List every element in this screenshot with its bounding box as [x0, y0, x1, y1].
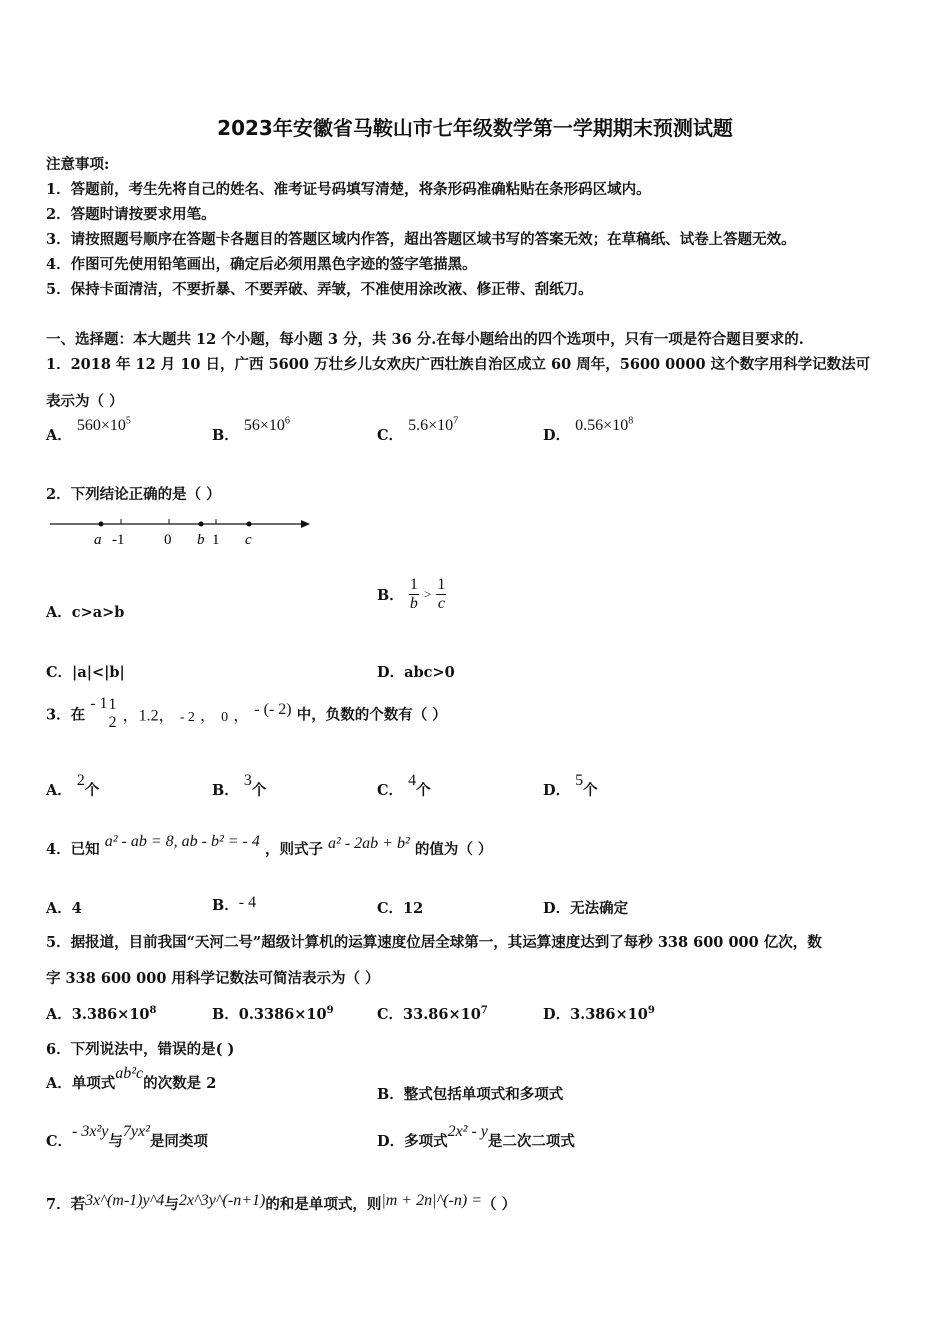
q5-option-d: D．$3.386\times 10^9$ [543, 1005, 655, 1023]
notice-item: 1．答题前，考生先将自己的姓名、准考证号码填写清楚，将条形码准确粘贴在条形码区域内。 [46, 181, 651, 198]
option-value: |a|<|b| [72, 664, 125, 681]
notice-item: 4．作图可先使用铅笔画出，确定后必须用黑色字迹的签字笔描黑。 [46, 256, 477, 273]
q3-option-a [46, 772, 100, 800]
greater-than: > [423, 586, 432, 602]
label-c: c [245, 532, 252, 548]
label-neg1: -1 [112, 532, 125, 548]
number-line-figure [46, 510, 316, 552]
q1-option-a [46, 415, 131, 445]
q3-prefix: 3．在 [46, 706, 86, 724]
option-label: A． [46, 782, 72, 799]
q3-suffix: 中，负数的个数有（ ） [296, 706, 447, 724]
q2-option-c [46, 661, 125, 682]
fraction-1-over-b: $\frac{1}{b}$ [409, 576, 418, 612]
q3-option-d [543, 772, 598, 800]
term-2x3-y: 2x^3y^(-n+1) [178, 1192, 266, 1209]
section-header: 一、选择题：本大题共 12 个小题，每小题 3 分，共 36 分.在每小题给出的四个选项中，只有一项是符合题目要求的. [46, 331, 804, 348]
q1-option-b [212, 415, 290, 445]
option-label: D． [543, 427, 571, 444]
unit: 个 [84, 782, 100, 799]
q3-option-c [377, 772, 431, 800]
option-value: 2 [76, 772, 85, 789]
sep: ， [199, 707, 216, 725]
sep: ，1.2， [122, 707, 175, 725]
num-zero: 0 [221, 710, 229, 725]
point-a [99, 522, 104, 527]
q5-option-a: A．$3.386\times 10^8$ [46, 1005, 157, 1023]
option-value: 4 [408, 772, 417, 789]
option-label: D． [543, 782, 571, 799]
abs-expression: |m + 2n|^(-n) = [381, 1192, 483, 1209]
option-label: C． [46, 664, 73, 681]
q2-option-d [377, 661, 455, 682]
q3-stem [46, 696, 447, 732]
q6-option-a: A．单项式ab²c的次数是 2 [46, 1065, 217, 1092]
option-label: B． [212, 782, 239, 799]
q2-stem: 2．下列结论正确的是（ ） [46, 486, 221, 503]
option-value: abc>0 [404, 664, 455, 681]
q1-option-d [543, 415, 634, 445]
polynomial-2x2-y: 2x² - y [447, 1123, 488, 1140]
option-label: B． [212, 427, 239, 444]
option-label: B． [377, 587, 404, 604]
notice-item: 3．请按照题号顺序在答题卡各题目的答题区域内作答，超出答题区域书写的答案无效；在草稿纸、试卷上答题无效。 [46, 231, 796, 248]
option-value: c>a>b [71, 604, 125, 621]
q2-option-a [46, 601, 124, 622]
mixed-fraction: 1 2 [108, 696, 117, 731]
q4-option-c: C．12 [377, 900, 424, 917]
option-label: C． [377, 782, 404, 799]
option-value: $5.6\times 10^7$ [408, 415, 459, 434]
option-label: D． [377, 664, 405, 681]
notice-item: 2．答题时请按要求用笔。 [46, 206, 216, 223]
q4-stem [46, 833, 493, 859]
q4-prefix: 4．已知 [46, 841, 100, 858]
q4-mid: ，则式子 [264, 841, 323, 858]
unit: 个 [251, 782, 267, 799]
q4-option-b: B．- 4 [212, 894, 257, 914]
point-b [199, 522, 204, 527]
label-b: b [197, 532, 205, 548]
term-7yx2: 7yx² [122, 1123, 150, 1140]
point-c [247, 522, 252, 527]
fraction-1-over-c: $\frac{1}{c}$ [437, 576, 446, 612]
term-neg3x2y: - 3x²y [72, 1123, 109, 1140]
option-value: $0.56\times 10^8$ [575, 415, 634, 434]
num-neg-neg2: - (- 2) [254, 701, 292, 718]
q4-option-d: D．无法确定 [543, 900, 629, 917]
option-label: A． [46, 604, 72, 621]
q5-option-b: B．$0.3386\times 10^9$ [212, 1005, 334, 1023]
monomial-ab2c: ab²c [115, 1065, 144, 1082]
option-value: $56\times 10^6$ [243, 415, 290, 434]
q6-option-b: B．整式包括单项式和多项式 [377, 1086, 564, 1103]
option-value: 3 [243, 772, 252, 789]
option-label: C． [377, 427, 404, 444]
label-0: 0 [164, 532, 172, 548]
option-value: 5 [575, 772, 584, 789]
unit: 个 [583, 782, 598, 799]
q6-option-c: C．- 3x²y与7yx²是同类项 [46, 1123, 208, 1150]
label-a: a [94, 532, 102, 548]
q4-condition: a² - ab = 8, ab - b² = - 4 [104, 833, 260, 850]
term-3x-y4: 3x^(m-1)y^4 [85, 1192, 165, 1209]
mixed-whole: - 1 [90, 695, 108, 712]
q1-stem: 1．2018 年 12 月 10 日，广西 5600 万壮乡儿女欢庆广西壮族自治区成立 60 周年，5600 0000 这个数字用科学记数法可 [46, 356, 871, 373]
notice-heading: 注意事项: [46, 156, 110, 173]
sep: ， [233, 707, 250, 725]
q7-stem: 7．若3x^(m-1)y^4与2x^3y^(-n+1)的和是单项式，则|m + 2n|^(-n) =（ ） [46, 1192, 517, 1213]
q1-option-c [377, 415, 459, 445]
unit: 个 [416, 782, 431, 799]
q6-option-d: D．多项式2x² - y是二次二项式 [377, 1123, 575, 1150]
q4-suffix: 的值为（ ） [414, 841, 493, 858]
q6-stem: 6．下列说法中，错误的是( ) [46, 1041, 235, 1058]
q3-option-b [212, 772, 267, 800]
q4-expression: a² - 2ab + b² [328, 835, 410, 852]
q4-option-a: A．4 [46, 900, 82, 917]
notice-item: 5．保持卡面清洁，不要折暴、不要弄破、弄皱，不准使用涂改液、修正带、刮纸刀。 [46, 281, 593, 298]
label-1: 1 [212, 532, 220, 548]
q1-stem-cont: 表示为（ ） [46, 393, 124, 410]
number-line-arrow [301, 520, 310, 528]
option-label: A． [46, 427, 72, 444]
option-value: $560\times 10^5$ [76, 415, 131, 434]
q5-stem: 5．据报道，目前我国“天河二号”超级计算机的运算速度位居全球第一，其运算速度达到了每秒 338 600 000 亿次，数 [46, 934, 822, 951]
num-neg2: - 2 [179, 710, 195, 725]
q5-stem-cont: 字 338 600 000 用科学记数法可简洁表示为（ ） [46, 970, 380, 987]
q2-option-b [377, 576, 446, 613]
q5-option-c: C．$33.86\times 10^7$ [377, 1005, 488, 1023]
page-title: 2023年安徽省马鞍山市七年级数学第一学期期末预测试题 [217, 116, 733, 140]
